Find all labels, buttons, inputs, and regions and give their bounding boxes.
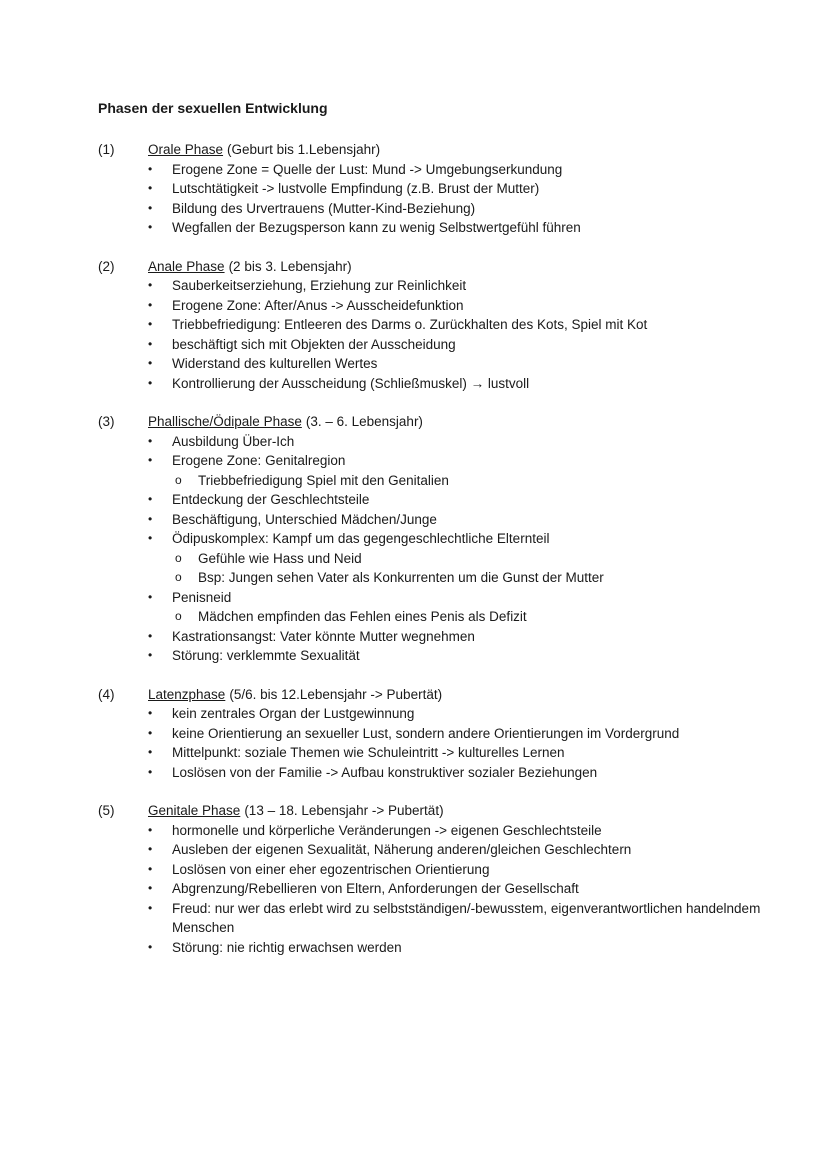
bullet-icon: • — [148, 764, 153, 779]
list-item-text: Freud: nur wer das erlebt wird zu selbstständigen/-bewusstem, eigenverantwortlichen handelndem Menschen — [172, 900, 761, 935]
sections-container — [98, 140, 788, 957]
bullet-icon: • — [148, 745, 153, 759]
section-number: (2) — [98, 258, 115, 274]
bullet-icon: • — [148, 648, 153, 662]
sub-list-item — [172, 568, 788, 588]
list-item-text: Mittelpunkt: soziale Themen wie Schuleintritt -> kulturelles Lernen — [172, 745, 565, 760]
sub-list-item-text: Triebbefriedigung Spiel mit den Genitalien — [198, 472, 449, 488]
bullet-icon: • — [148, 939, 153, 954]
bullet-icon: • — [148, 375, 153, 390]
list-item-text: Bildung des Urvertrauens (Mutter-Kind-Beziehung) — [172, 200, 476, 216]
bullet-icon: • — [148, 297, 153, 312]
list-item — [148, 510, 788, 530]
list-item — [148, 160, 788, 180]
sub-list-item-text: Bsp: Jungen sehen Vater als Konkurrenten um die Gunst der Mutter — [198, 570, 604, 585]
sub-list-item — [172, 471, 788, 491]
section-heading — [98, 801, 788, 821]
list-item — [148, 490, 788, 510]
list-item-text: Wegfallen der Bezugsperson kann zu wenig Selbstwertgefühl führen — [172, 220, 581, 235]
list-item — [148, 646, 788, 666]
list-item — [148, 199, 788, 219]
list-item-text: Ödipuskomplex: Kampf um das gegengeschlechtliche Elternteil — [172, 531, 550, 546]
circle-bullet-icon: o — [175, 570, 182, 584]
list-item-text: Beschäftigung, Unterschied Mädchen/Junge — [172, 511, 437, 527]
section-number: (1) — [98, 142, 115, 157]
list-item-text: Kontrollierung der Ausscheidung (Schließmuskel) → lustvoll — [172, 375, 530, 391]
section-age-range: (3. – 6. Lebensjahr) — [305, 414, 423, 429]
sub-list-item — [172, 607, 788, 627]
list-item — [148, 627, 788, 647]
section-name: Phallische/Ödipale Phase — [148, 414, 302, 429]
list-item-text: Erogene Zone: Genitalregion — [172, 453, 346, 468]
bullet-list — [98, 160, 788, 238]
list-item — [148, 938, 788, 958]
section-name: Orale Phase — [148, 142, 224, 157]
list-item-text: Entdeckung der Geschlechtsteile — [172, 492, 370, 507]
bullet-icon: • — [148, 317, 153, 331]
bullet-icon: • — [148, 356, 153, 370]
sub-bullet-list — [172, 607, 788, 627]
section-age-range: (13 – 18. Lebensjahr -> Pubertät) — [244, 803, 444, 818]
circle-bullet-icon: o — [175, 472, 182, 487]
bullet-icon: • — [148, 181, 153, 195]
list-item — [148, 315, 788, 335]
sub-list-item — [172, 549, 788, 569]
bullet-icon: • — [148, 220, 153, 234]
section-number: (5) — [98, 803, 115, 818]
section-age-range: (2 bis 3. Lebensjahr) — [228, 258, 352, 274]
list-item-text: kein zentrales Organ der Lustgewinnung — [172, 706, 415, 721]
list-item — [148, 763, 788, 783]
list-item — [148, 354, 788, 374]
list-item — [148, 179, 788, 199]
list-item-text: Loslösen von der Familie -> Aufbau konstruktiver sozialer Beziehungen — [172, 764, 598, 780]
list-item-text: keine Orientierung an sexueller Lust, sondern andere Orientierungen im Vordergrund — [172, 725, 680, 741]
section-heading — [98, 257, 788, 277]
section-number: (3) — [98, 414, 115, 429]
section-heading — [98, 412, 788, 432]
list-item — [148, 432, 788, 452]
bullet-icon: • — [148, 200, 153, 215]
circle-bullet-icon: o — [175, 609, 182, 623]
bullet-list — [98, 704, 788, 782]
sub-bullet-list — [172, 549, 788, 588]
list-item — [148, 374, 788, 394]
list-item — [148, 588, 788, 627]
list-item-text: Störung: verklemmte Sexualität — [172, 648, 360, 663]
bullet-icon: • — [148, 433, 153, 448]
list-item — [148, 276, 788, 296]
list-item — [148, 451, 788, 490]
list-item-text: Kastrationsangst: Vater könnte Mutter wegnehmen — [172, 628, 475, 644]
bullet-icon: • — [148, 881, 153, 895]
section-2 — [98, 257, 788, 394]
list-item — [148, 899, 788, 938]
list-item — [148, 879, 788, 899]
bullet-icon: • — [148, 628, 153, 643]
bullet-icon: • — [148, 453, 153, 467]
list-item-text: beschäftigt sich mit Objekten der Ausscheidung — [172, 336, 456, 352]
list-item-text: Loslösen von einer eher egozentrischen Orientierung — [172, 861, 490, 877]
list-item — [148, 724, 788, 744]
bullet-icon: • — [148, 336, 153, 351]
bullet-icon: • — [148, 511, 153, 526]
list-item-text: Penisneid — [172, 589, 232, 605]
list-item — [148, 704, 788, 724]
list-item — [148, 821, 788, 841]
list-item — [148, 529, 788, 588]
list-item — [148, 840, 788, 860]
list-item-text: hormonelle und körperliche Veränderungen -> eigenen Geschlechtsteile — [172, 822, 602, 838]
list-item-text: Störung: nie richtig erwachsen werden — [172, 939, 402, 955]
list-item — [148, 218, 788, 238]
section-heading — [98, 140, 788, 160]
bullet-icon: • — [148, 842, 153, 856]
sub-list-item-text: Gefühle wie Hass und Neid — [198, 550, 362, 566]
section-heading — [98, 685, 788, 705]
list-item-text: Erogene Zone: After/Anus -> Ausscheidefunktion — [172, 297, 464, 313]
document-title: Phasen der sexuellen Entwicklung — [98, 100, 328, 116]
list-item — [148, 860, 788, 880]
sub-list-item-text: Mädchen empfinden das Fehlen eines Penis als Defizit — [198, 609, 527, 624]
section-name: Anale Phase — [148, 258, 225, 274]
list-item — [148, 296, 788, 316]
list-item-text: Lutschtätigkeit -> lustvolle Empfindung (z.B. Brust der Mutter) — [172, 181, 540, 196]
list-item-text: Erogene Zone = Quelle der Lust: Mund -> Umgebungserkundung — [172, 161, 563, 177]
bullet-icon: • — [148, 161, 153, 176]
bullet-icon: • — [148, 822, 153, 837]
section-age-range: (5/6. bis 12.Lebensjahr -> Pubertät) — [229, 686, 443, 702]
section-name: Genitale Phase — [148, 803, 241, 818]
bullet-icon: • — [148, 725, 153, 740]
list-item-text: Ausleben der eigenen Sexualität, Näherung anderen/gleichen Geschlechtern — [172, 842, 632, 857]
bullet-icon: • — [148, 492, 153, 506]
list-item-text: Ausbildung Über-Ich — [172, 433, 295, 449]
list-item-text: Abgrenzung/Rebellieren von Eltern, Anforderungen der Gesellschaft — [172, 881, 579, 896]
bullet-list — [98, 821, 788, 958]
list-item — [148, 743, 788, 763]
list-item-text: Sauberkeitserziehung, Erziehung zur Reinlichkeit — [172, 278, 467, 293]
bullet-icon: • — [148, 589, 153, 604]
bullet-list — [98, 276, 788, 393]
bullet-icon: • — [148, 278, 153, 292]
bullet-list — [98, 432, 788, 666]
bullet-icon: • — [148, 531, 153, 545]
section-5 — [98, 801, 788, 957]
bullet-icon: • — [148, 900, 153, 915]
bullet-icon: • — [148, 706, 153, 720]
circle-bullet-icon: o — [175, 550, 182, 565]
section-name: Latenzphase — [148, 686, 226, 702]
sub-bullet-list — [172, 471, 788, 491]
list-item — [148, 335, 788, 355]
list-item-text: Triebbefriedigung: Entleeren des Darms o. Zurückhalten des Kots, Spiel mit Kot — [172, 317, 648, 332]
section-1 — [98, 140, 788, 238]
section-3 — [98, 412, 788, 666]
section-4 — [98, 685, 788, 783]
list-item-text: Widerstand des kulturellen Wertes — [172, 356, 378, 371]
section-number: (4) — [98, 686, 115, 702]
bullet-icon: • — [148, 861, 153, 876]
section-age-range: (Geburt bis 1.Lebensjahr) — [227, 142, 381, 157]
